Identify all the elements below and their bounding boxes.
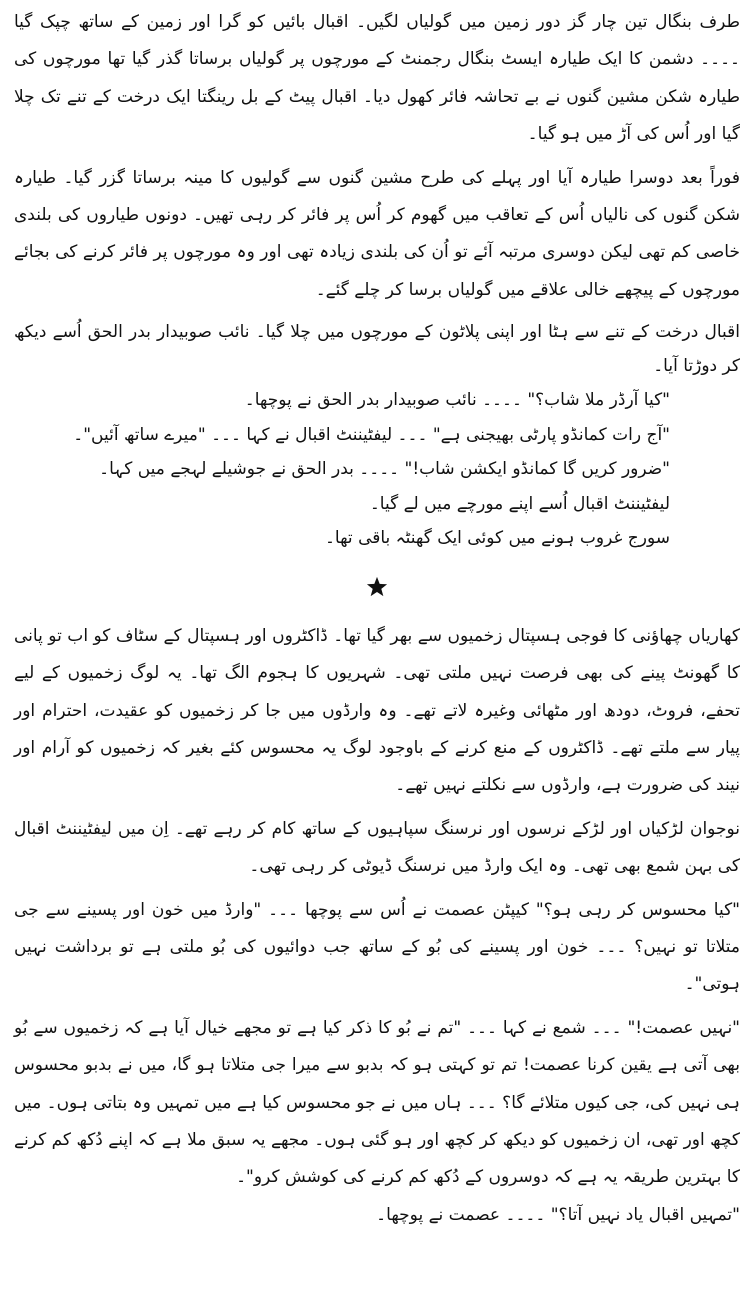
paragraph: طرف بنگال تین چار گز دور زمین میں گولیاں لگیں۔ اقبال بائیں کو گرا اور زمین کے ساتھ چپک گیا ۔۔۔۔ دشمن کا ایک طیارہ ایسٹ بنگال رجمنٹ کے مورچوں پر گولیاں برساتا گذر گیا تھا مورچوں کی طیارہ شکن مشین گنوں نے بے تحاشہ فائر کھول دیا۔ اقبال پیٹ کے بل رینگتا ایک درخت کے تنے تک چلا گیا اور اُس کی آڑ میں ہو گیا۔	[14, 12, 740, 145]
star-icon	[366, 576, 388, 598]
section-separator	[14, 556, 740, 618]
paragraph: اقبال درخت کے تنے سے ہٹا اور اپنی پلاٹون کے مورچوں میں چلا گیا۔ نائب صوبیدار بدر الحق اُسے دیکھ کر دوڑتا آیا۔	[14, 322, 740, 377]
paragraph: "تمہیں اقبال یاد نہیں آتا؟" ۔۔۔۔ عصمت نے پوچھا۔	[376, 1204, 740, 1225]
dialogue-line: لیفٹیننٹ اقبال اُسے اپنے مورچے میں لے گیا۔	[369, 493, 670, 514]
dialogue-line: "کیا آرڈر ملا شاب؟" ۔۔۔۔ نائب صوبیدار بدر الحق نے پوچھا۔	[244, 390, 670, 411]
paragraph: "کیا محسوس کر رہی ہو؟" کیپٹن عصمت نے اُس سے پوچھا ۔۔۔ "وارڈ میں خون اور پسینے سے جی متلاتا تو نہیں؟ ۔۔۔ خون اور پسینے کی بُو کے ساتھ جب دوائیوں کی بُو ملتی ہے تو برداشت نہیں ہوتی"۔	[14, 899, 740, 995]
dialogue-line: "ضرور کریں گا کمانڈو ایکشن شاب!" ۔۔۔۔ بدر الحق نے جوشیلے لہجے میں کہا۔	[99, 459, 670, 480]
paragraph: فوراً بعد دوسرا طیارہ آیا اور پہلے کی طرح مشین گنوں سے گولیوں کا مینہ برساتا گزر گیا۔ طیارہ شکن گنوں کی نالیاں اُس کے تعاقب میں گھوم کر اُس پر فائر کر رہی تھیں۔ دونوں طیاروں کی بلندی خاصی کم تھی لیکن دوسری مرتبہ آئے تو اُن کی بلندی زیادہ تھی اور وہ مورچوں پر فائر کرنے کی بجائے مورچوں کے پیچھے خالی علاقے میں گولیاں برسا کر چلے گئے۔	[14, 167, 740, 300]
paragraph: نوجوان لڑکیاں اور لڑکے نرسوں اور نرسنگ سپاہیوں کے ساتھ کام کر رہے تھے۔ اِن میں لیفٹیننٹ اقبال کی بہن شمع بھی تھی۔ وہ ایک وارڈ میں نرسنگ ڈیوٹی کر رہی تھی۔	[14, 818, 740, 877]
paragraph: "نہیں عصمت!" ۔۔۔ شمع نے کہا ۔۔۔ "تم نے بُو کا ذکر کیا ہے تو مجھے خیال آیا ہے کہ زخمیوں سے بُو بھی آتی ہے یقین کرنا عصمت! تم تو کہتی ہو کہ بدبو سے میرا جی متلاتا ہو گا، میں نے بدبو محسوس ہی نہیں کی، جی کیوں متلائے گا؟ ۔۔۔ ہاں میں نے جو محسوس کیا ہے میں تمہیں وہ بتاتی ہوں۔ میں کچھ اور تھی، ان زخمیوں کو دیکھ کر کچھ اور ہو گئی ہوں۔ مجھے یہ سبق ملا ہے کہ اپنے دُکھ کم کرنے کا بہترین طریقہ یہ ہے کہ دوسروں کے دُکھ کم کرنے کی کوشش کرو"۔	[14, 1017, 740, 1188]
paragraph: کھاریاں چھاؤنی کا فوجی ہسپتال زخمیوں سے بھر گیا تھا۔ ڈاکٹروں اور ہسپتال کے سٹاف کو اب تو پانی کا گھونٹ پینے کی بھی فرصت نہیں ملتی تھی۔ شہریوں کا ہجوم الگ تھا۔ یہ لوگ زخمیوں کے لیے تحفے، فروٹ، دودھ اور مٹھائی وغیرہ لاتے تھے۔ وہ وارڈوں میں جا کر زخمیوں کو عقیدت، احترام اور پیار سے ملتے تھے۔ ڈاکٹروں کے منع کرنے کے باوجود لوگ یہ محسوس کئے بغیر کہ زخمیوں کو آرام اور نیند کی ضرورت ہے، وارڈوں سے نکلتے نہیں تھے۔	[14, 625, 740, 796]
dialogue-line: "آج رات کمانڈو پارٹی بھیجنی ہے" ۔۔۔ لیفٹیننٹ اقبال نے کہا ۔۔۔ "میرے ساتھ آئیں"۔	[73, 424, 670, 445]
dialogue-line: سورج غروب ہونے میں کوئی ایک گھنٹہ باقی تھا۔	[324, 528, 670, 549]
